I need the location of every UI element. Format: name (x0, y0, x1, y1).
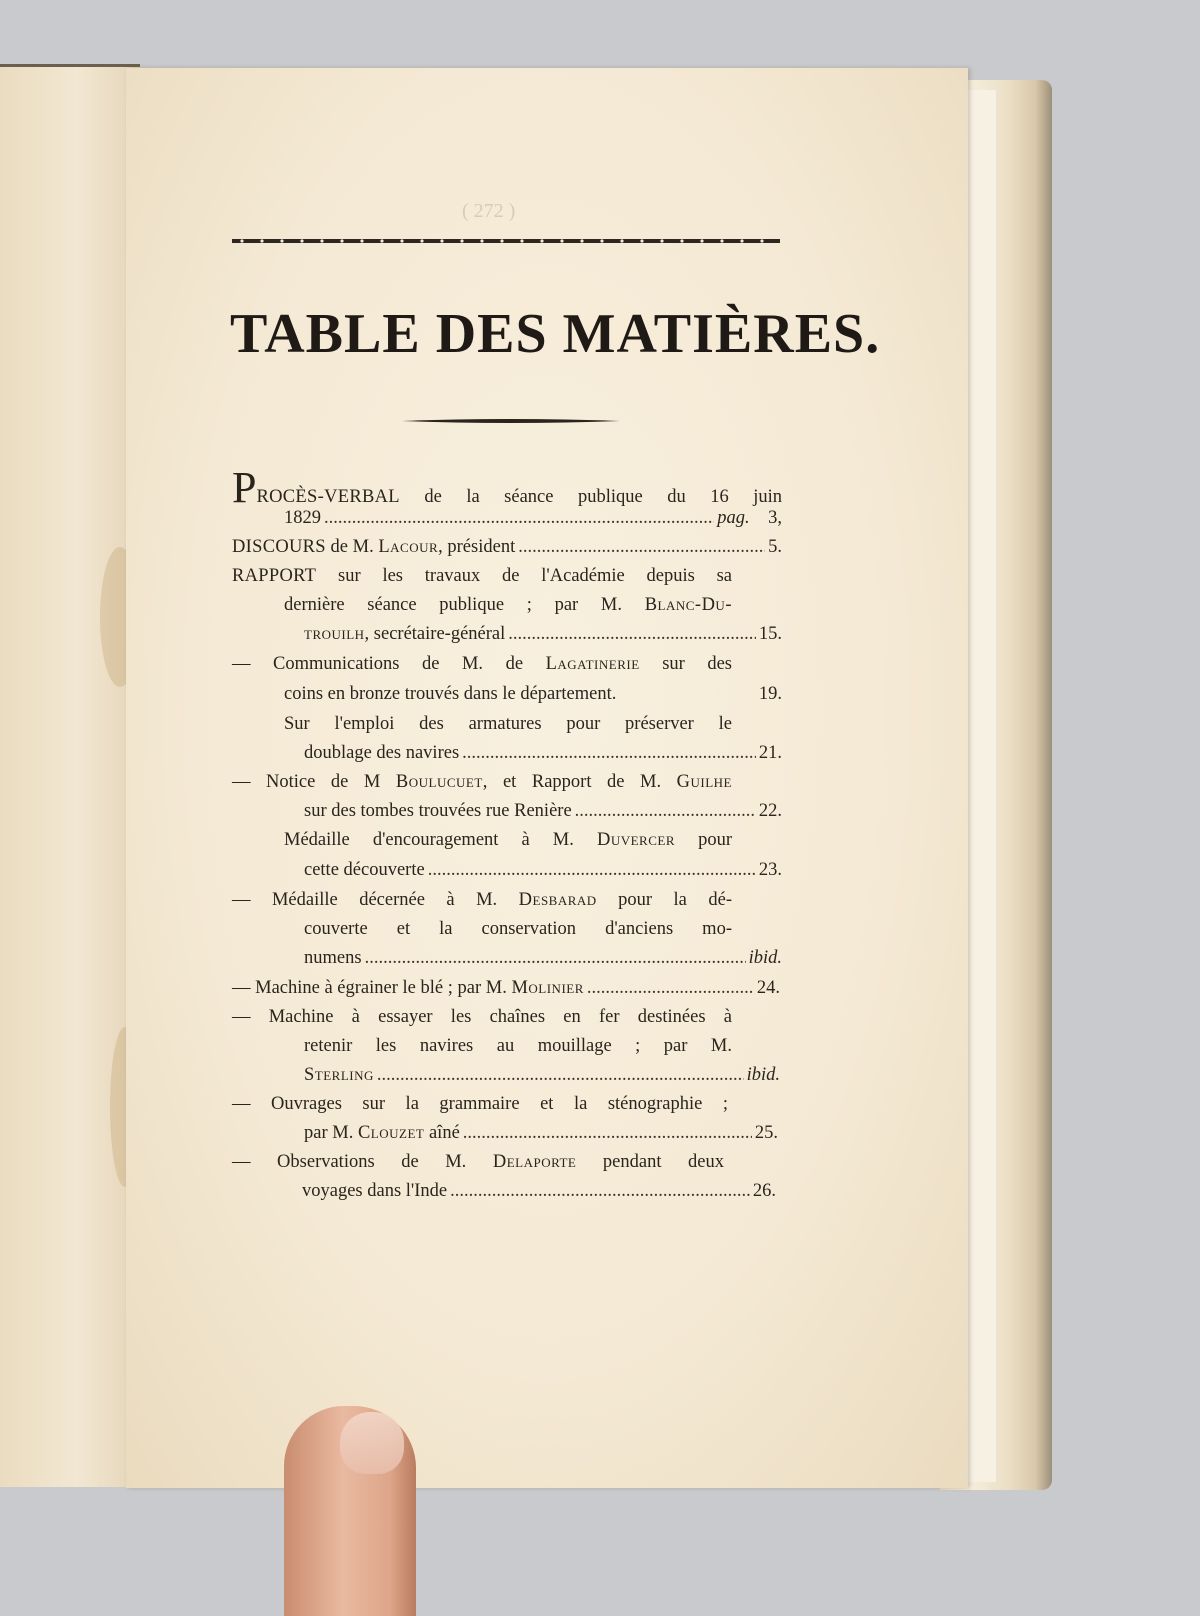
folio-number: ( 272 ) (462, 200, 516, 222)
fingernail (340, 1412, 404, 1474)
toc-line: DISCOURS de M. Lacour, président ..... 5. (232, 537, 782, 565)
left-page-edge (0, 64, 140, 1487)
page-title: TABLE DES MATIÈRES. (230, 303, 881, 365)
toc-line: — Observations de M. Delaporte pendant deux (232, 1152, 724, 1172)
toc-line: RAPPORT sur les travaux de l'Académie depuis sa (232, 566, 732, 586)
toc-line: — Machine à égrainer le blé ; par M. Molinier ..... 24. (232, 978, 780, 1006)
toc-line: PROCÈS-VERBAL de la séance publique du 16 juin (232, 463, 782, 512)
toc-line: cette découverte ..... 23. (304, 860, 782, 888)
toc-line: Sterling ..... ibid. (304, 1065, 780, 1093)
swelled-rule (402, 416, 620, 426)
ornamental-rule (232, 236, 780, 246)
toc-line: — Communications de M. de Lagatinerie sur des (232, 654, 732, 674)
toc-line: retenir les navires au mouillage ; par M. (304, 1036, 732, 1056)
toc-line: — Médaille décernée à M. Desbarad pour la dé- (232, 890, 732, 910)
toc-line: 1829 ..... pag. 3, (284, 508, 782, 536)
toc-line: numens ..... ibid. (304, 948, 782, 976)
toc-line: trouilh, secrétaire-général ..... 15. (304, 624, 782, 652)
toc-line: couverte et la conservation d'anciens mo- (304, 919, 732, 939)
toc-line: coins en bronze trouvés dans le département. 19. (284, 684, 782, 704)
toc-line: — Ouvrages sur la grammaire et la sténographie ; (232, 1094, 728, 1114)
toc-line: doublage des navires ..... 21. (304, 743, 782, 771)
toc-line: Sur l'emploi des armatures pour préserver le (284, 714, 732, 734)
toc-line: sur des tombes trouvées rue Renière ..... 22. (304, 801, 782, 829)
toc-line: Médaille d'encouragement à M. Duvercer pour (284, 830, 732, 850)
toc-line: par M. Clouzet aîné ..... 25. (304, 1123, 778, 1151)
toc-line: — Machine à essayer les chaînes en fer destinées à (232, 1007, 732, 1027)
toc-line: dernière séance publique ; par M. Blanc-Du- (284, 595, 732, 615)
toc-line: voyages dans l'Inde ..... 26. (302, 1181, 776, 1209)
toc-line: — Notice de M Boulucuet, et Rapport de M. Guilhe (232, 772, 732, 792)
